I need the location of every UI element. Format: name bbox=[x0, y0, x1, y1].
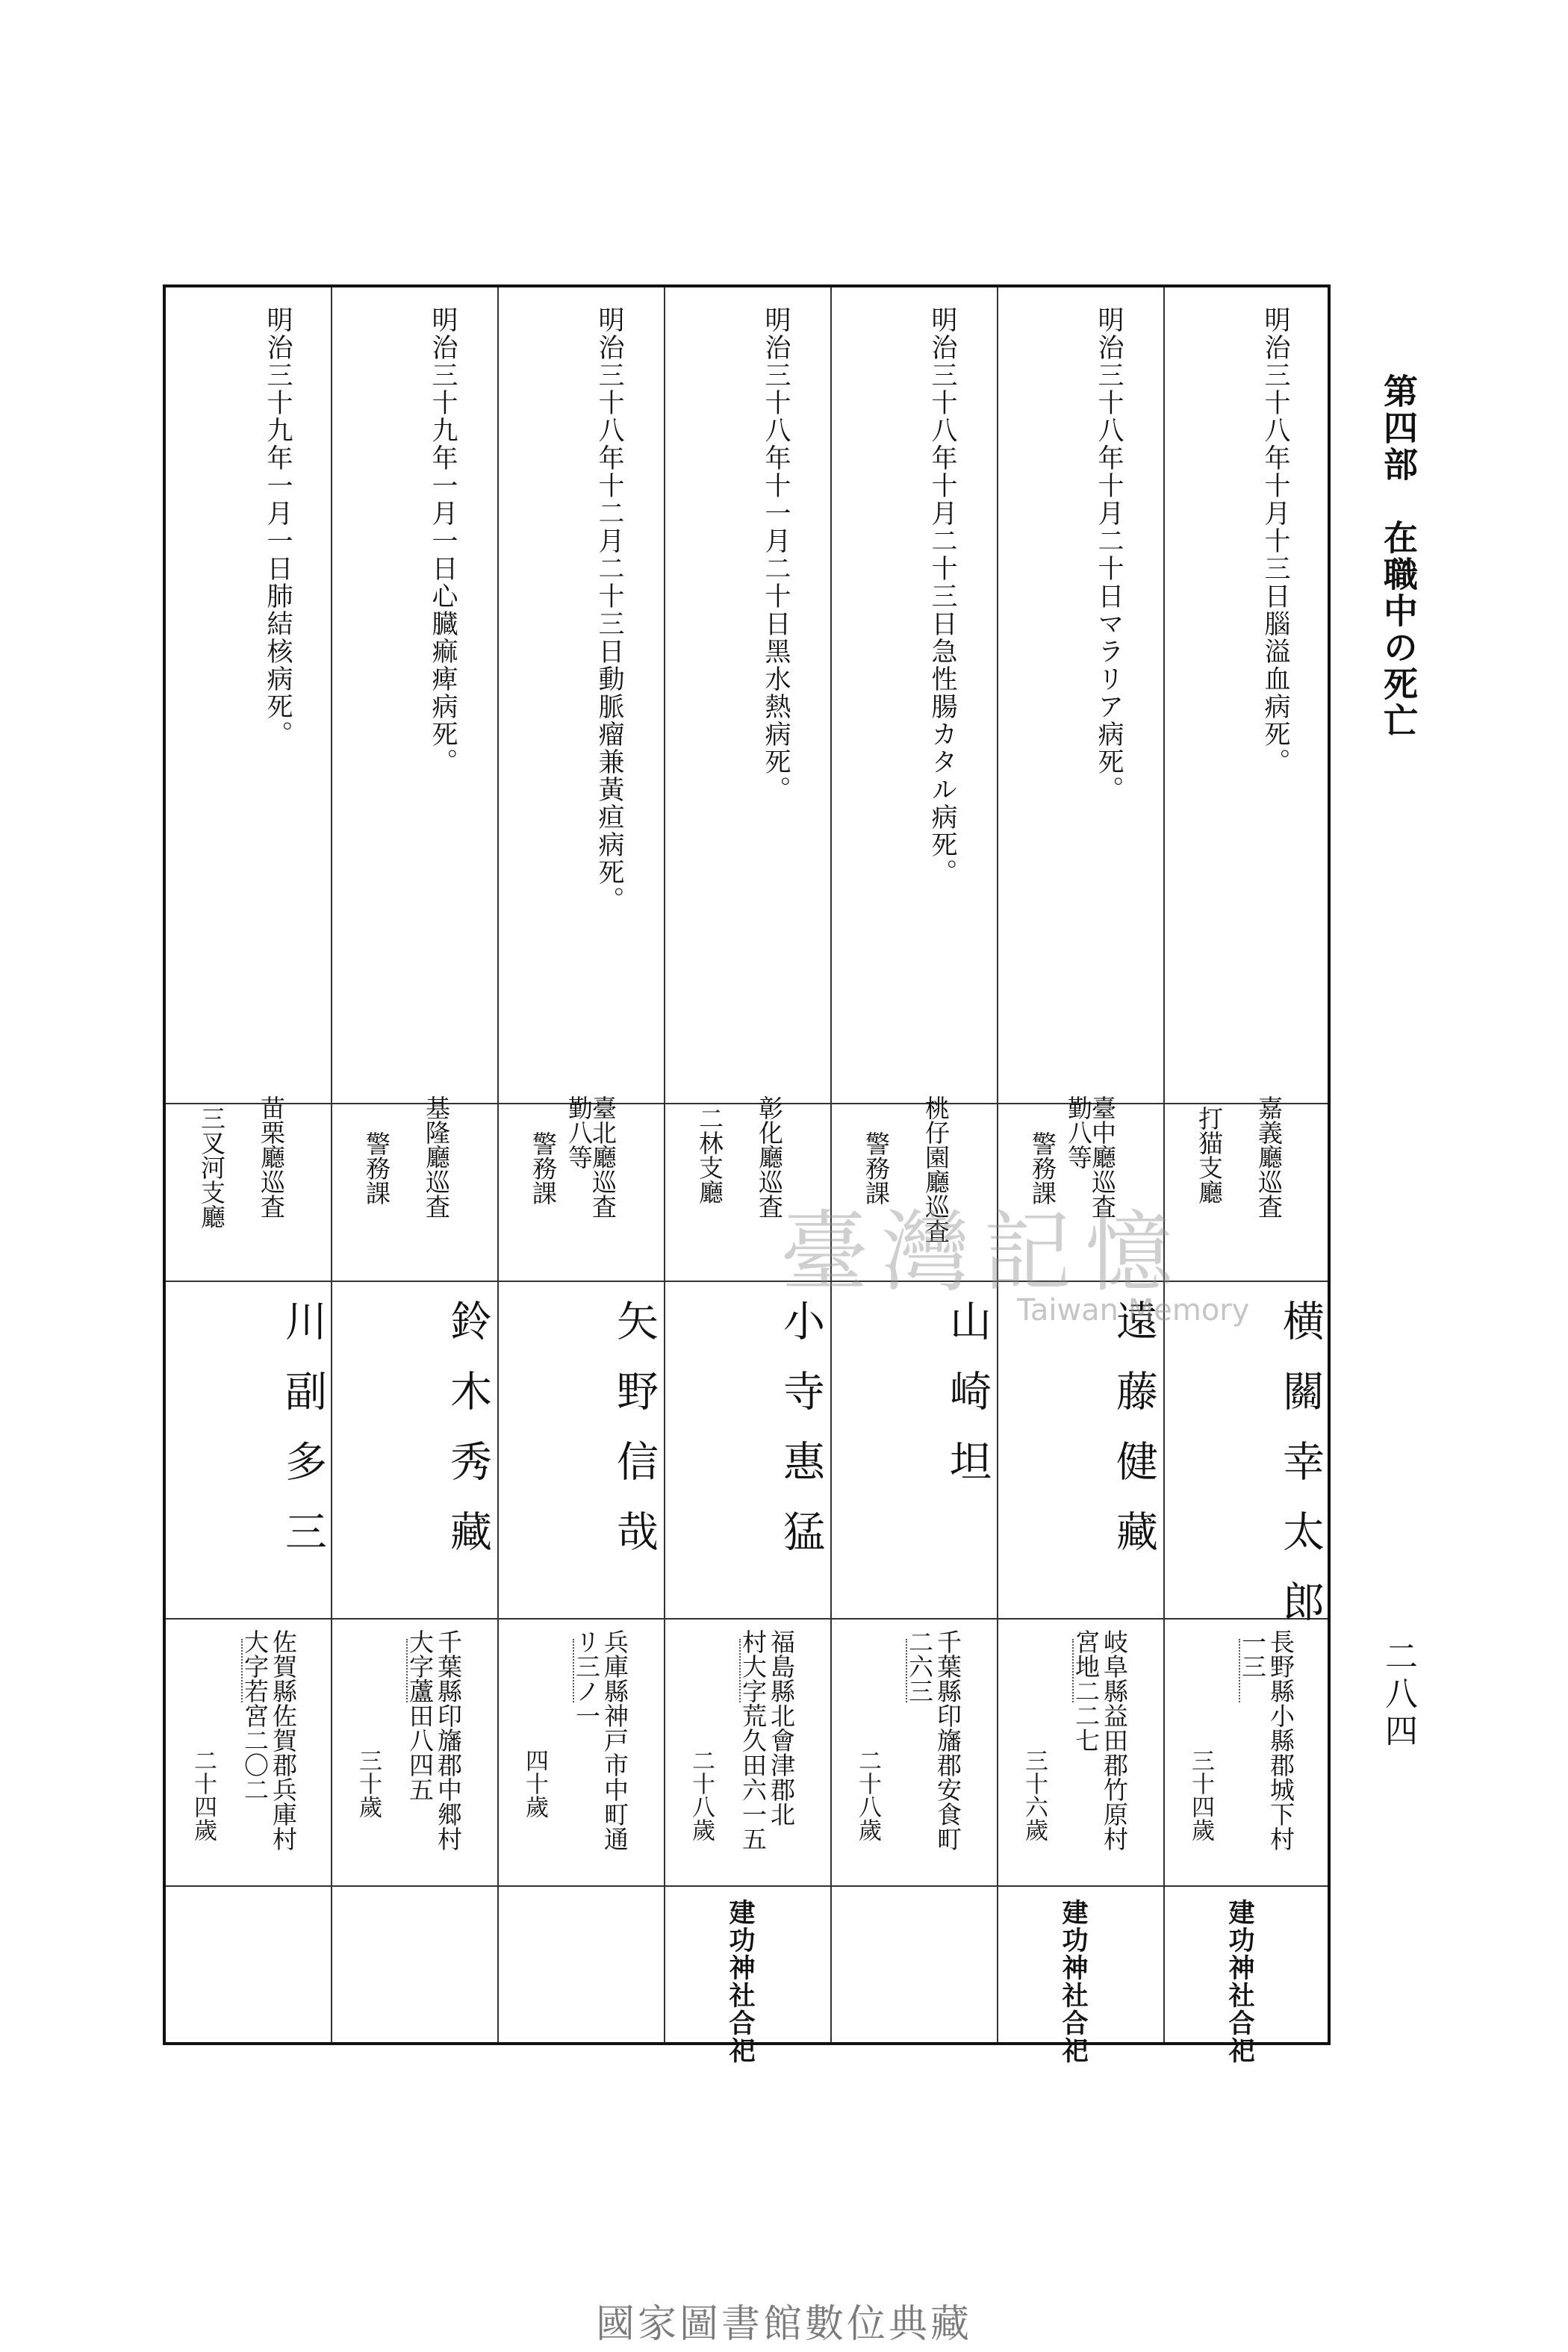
person-name: 横關幸太郎 bbox=[1276, 1299, 1325, 1650]
person-name: 小寺惠猛 bbox=[777, 1299, 825, 1580]
dotted-leader bbox=[1239, 1639, 1240, 1702]
post-line: 桃仔園廳巡査 bbox=[921, 1095, 951, 1243]
dotted-leader bbox=[906, 1639, 907, 1702]
address-line: 長野縣小縣郡城下村 bbox=[1266, 1629, 1295, 1851]
enshrinement-note: 建功神社合祀 bbox=[1058, 1899, 1089, 2065]
address-line: 佐賀縣佐賀郡兵庫村 bbox=[269, 1629, 298, 1851]
date-cause: 明治三十九年一月一日心臓痲痺病死。 bbox=[428, 306, 458, 776]
record-column bbox=[664, 287, 830, 2065]
post-office: 警務課 bbox=[862, 1131, 891, 1205]
record-column bbox=[497, 287, 664, 2042]
date-cause: 明治三十八年十月二十日マラリア病死。 bbox=[1094, 306, 1124, 803]
person-name: 山崎坦 bbox=[943, 1299, 992, 1510]
age: 三十四歲 bbox=[1187, 1749, 1214, 1841]
footer-library-credit: 國家圖書館數位典藏 bbox=[595, 2302, 972, 2347]
post-office: 警務課 bbox=[1028, 1131, 1057, 1205]
record-column bbox=[830, 287, 997, 2042]
date-cause: 明治三十八年十月二十三日急性腸カタル病死。 bbox=[927, 306, 957, 886]
post-line: 彰化廳巡査 bbox=[755, 1095, 784, 1219]
post-office: 打猫支廳 bbox=[1195, 1106, 1224, 1204]
post-line: 基隆廳巡査 bbox=[422, 1095, 451, 1219]
dotted-leader bbox=[573, 1639, 574, 1702]
age: 三十歲 bbox=[355, 1749, 382, 1818]
post-line: 嘉義廳巡査 bbox=[1254, 1095, 1284, 1219]
date-cause: 明治三十八年十一月二十日黑水熱病死。 bbox=[761, 306, 791, 803]
age: 三十六歲 bbox=[1021, 1749, 1048, 1841]
person-name: 鈴木秀藏 bbox=[444, 1299, 492, 1580]
post-office: 三叉河支廳 bbox=[197, 1106, 226, 1229]
age: 二十四歲 bbox=[190, 1749, 217, 1841]
record-column bbox=[331, 287, 497, 2042]
watermark-text: Taiwan Memory bbox=[1017, 1293, 1250, 1328]
address-line: 大字若宮二〇二 bbox=[240, 1629, 270, 1802]
date-cause: 明治三十九年一月一日肺結核病死。 bbox=[263, 306, 293, 748]
enshrinement-note: 建功神社合祀 bbox=[725, 1899, 756, 2065]
person-name: 川副多三 bbox=[279, 1299, 327, 1580]
person-name: 遠藤健藏 bbox=[1110, 1299, 1158, 1580]
address-line: 岐阜縣益田郡竹原村 bbox=[1100, 1629, 1129, 1851]
address-line: 一三 bbox=[1238, 1629, 1267, 1679]
address-line: 村大字荒久田六一五 bbox=[738, 1629, 768, 1851]
post-line: 臺北廳巡査 bbox=[588, 1095, 617, 1219]
post-line: 苗栗廳巡査 bbox=[257, 1095, 286, 1219]
post-office: 二林支廳 bbox=[695, 1106, 724, 1204]
address-line: 兵庫縣神戸市中町通 bbox=[600, 1629, 629, 1851]
post-line: 臺中廳巡査 bbox=[1088, 1095, 1117, 1219]
record-column bbox=[166, 287, 332, 2042]
address-line: 千葉縣印旛郡安食町 bbox=[933, 1629, 962, 1851]
date-cause: 明治三十八年十月十三日腦溢血病死。 bbox=[1260, 306, 1290, 776]
watermark-logo: 臺灣記憶 bbox=[780, 1201, 1187, 1304]
address-line: 千葉縣印旛郡中郷村 bbox=[434, 1629, 463, 1851]
age: 四十歲 bbox=[521, 1749, 548, 1818]
age: 二十八歲 bbox=[688, 1749, 715, 1841]
post-rank: 勤八等 bbox=[564, 1095, 594, 1169]
dotted-leader bbox=[1072, 1639, 1074, 1702]
post-rank: 勤八等 bbox=[1064, 1095, 1093, 1169]
date-cause: 明治三十八年十二月二十三日動脈瘤兼黃疸病死。 bbox=[594, 306, 624, 914]
enshrinement-note: 建功神社合祀 bbox=[1225, 1899, 1255, 2065]
part-title: 第四部 在職中の死亡 bbox=[1378, 373, 1419, 739]
dotted-leader bbox=[406, 1639, 408, 1702]
record-column bbox=[997, 287, 1163, 2065]
page-number: 二八四 bbox=[1379, 1639, 1417, 1751]
dotted-leader bbox=[739, 1639, 741, 1702]
person-name: 矢野信哉 bbox=[610, 1299, 659, 1580]
dotted-leader bbox=[241, 1639, 243, 1702]
record-table bbox=[163, 284, 1331, 2065]
record-column bbox=[1163, 287, 1330, 2065]
address-line: リ三ノ一 bbox=[572, 1629, 601, 1728]
address-line: 宮地二二七 bbox=[1071, 1629, 1101, 1752]
post-office: 警務課 bbox=[529, 1131, 558, 1205]
address-line: 二六三 bbox=[905, 1629, 934, 1703]
age: 二十八歲 bbox=[854, 1749, 881, 1841]
post-office: 警務課 bbox=[362, 1131, 391, 1205]
address-line: 福島縣北會津郡北 bbox=[767, 1629, 796, 1826]
address-line: 大字蘆田八四五 bbox=[405, 1629, 435, 1802]
